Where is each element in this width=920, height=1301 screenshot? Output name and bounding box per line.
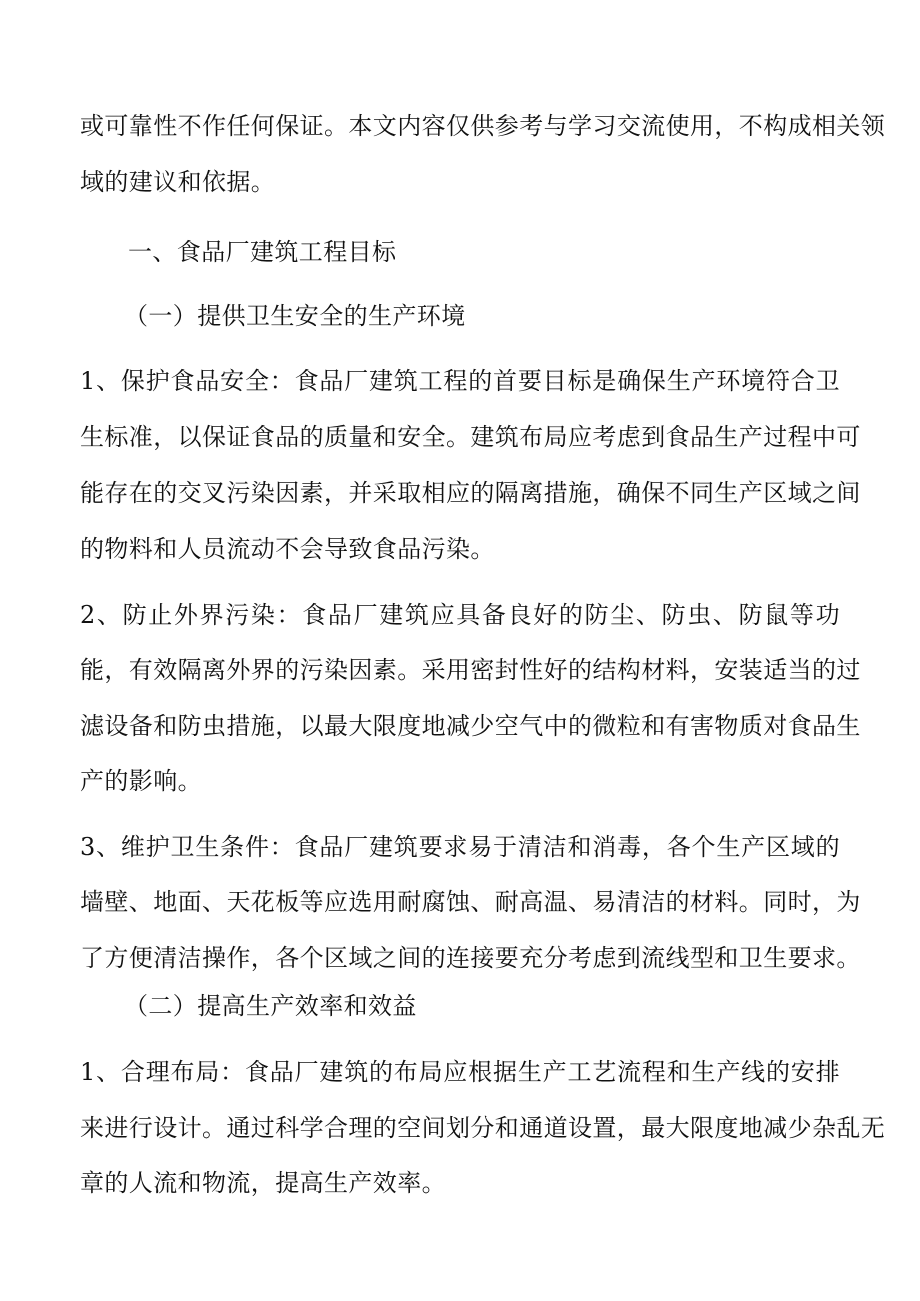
intro-line-1: 或可靠性不作任何保证。本文内容仅供参考与学习交流使用，不构成相关领: [80, 112, 886, 140]
paragraph-line: 生标准，以保证食品的质量和安全。建筑布局应考虑到食品生产过程中可: [80, 423, 861, 451]
paragraph-line: 产的影响。: [80, 767, 202, 795]
paragraph-line: 了方便清洁操作，各个区域之间的连接要充分考虑到流线型和卫生要求。: [80, 944, 861, 972]
paragraph-line: 能，有效隔离外界的污染因素。采用密封性好的结构材料，安装适当的过: [80, 656, 861, 684]
subsection-heading-1: （一）提供卫生安全的生产环境: [124, 302, 466, 330]
paragraph-line: 2、防止外界污染：食品厂建筑应具备良好的防尘、防虫、防鼠等功: [80, 601, 840, 629]
intro-line-2: 域的建议和依据。: [80, 168, 276, 196]
paragraph-line: 来进行设计。通过科学合理的空间划分和通道设置，最大限度地减少杂乱无: [80, 1114, 886, 1142]
paragraph-line: 滤设备和防虫措施，以最大限度地减少空气中的微粒和有害物质对食品生: [80, 712, 861, 740]
paragraph-line: 的物料和人员流动不会导致食品污染。: [80, 535, 495, 563]
paragraph-line: 1、保护食品安全：食品厂建筑工程的首要目标是确保生产环境符合卫: [80, 367, 840, 395]
section-heading: 一、食品厂建筑工程目标: [128, 238, 397, 266]
paragraph-line: 章的人流和物流，提高生产效率。: [80, 1169, 446, 1197]
paragraph-line: 3、维护卫生条件：食品厂建筑要求易于清洁和消毒，各个生产区域的: [80, 833, 840, 861]
paragraph-line: 能存在的交叉污染因素，并采取相应的隔离措施，确保不同生产区域之间: [80, 479, 861, 507]
paragraph-line: 墙壁、地面、天花板等应选用耐腐蚀、耐高温、易清洁的材料。同时，为: [80, 888, 861, 916]
paragraph-line: 1、合理布局：食品厂建筑的布局应根据生产工艺流程和生产线的安排: [80, 1058, 840, 1086]
subsection-heading-2: （二）提高生产效率和效益: [124, 992, 417, 1020]
